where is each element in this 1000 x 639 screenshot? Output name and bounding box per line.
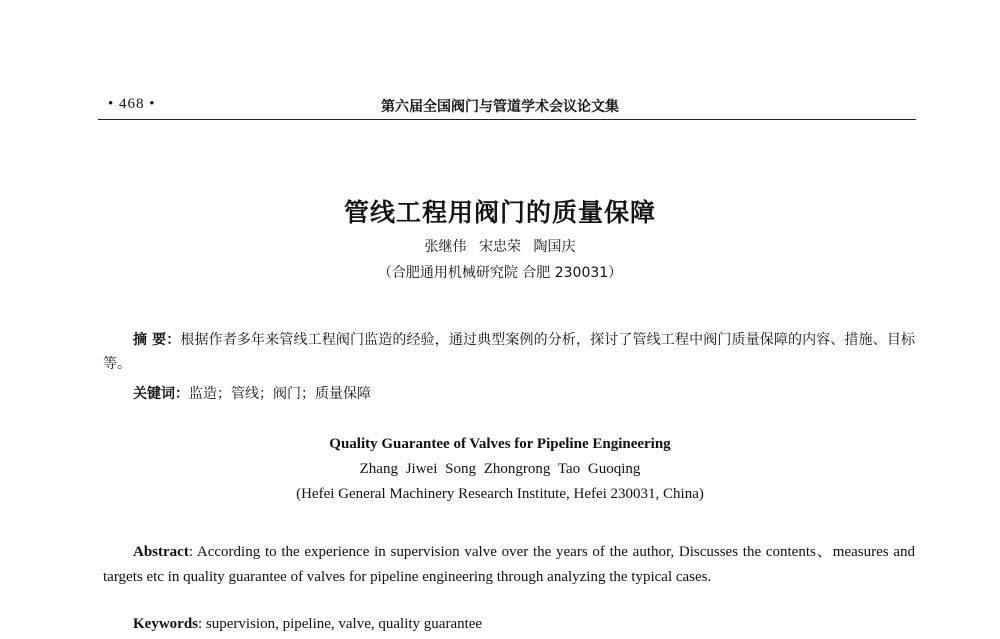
header-rule [98,119,916,120]
affiliation-cn: （合肥通用机械研究院 合肥 230031） [377,265,623,281]
affiliation-en: (Hefei General Machinery Research Institute, Hefei 230031, China) [296,486,704,502]
abstract-label-en: Abstract [133,544,189,560]
keywords-cn [133,383,371,403]
authors-cn: 张继伟 宋忠荣 陶国庆 [424,239,576,255]
running-title: 第六届全国阀门与管道学术会议论文集 [381,99,619,115]
keywords-label-cn: 关键词： [133,386,189,402]
abstract-cn [103,328,915,376]
abstract-text-en: : According to the experience in supervision valve over the years of the author, Discusses the contents、measures and targets etc in quality guarantee of valves for pipeline engineering through analyzing the typical cases. [103,544,915,585]
abstract-en [103,540,915,590]
paper-title-en: Quality Guarantee of Valves for Pipeline Engineering [329,436,671,452]
page-number: • 468 • [108,96,156,112]
abstract-text-cn: 根据作者多年来管线工程阀门监造的经验，通过典型案例的分析，探讨了管线工程中阀门质量保障的内容、措施、目标等。 [103,332,916,372]
authors-en: Zhang Jiwei Song Zhongrong Tao Guoqing [359,461,641,477]
keywords-text-cn: 监造；管线；阀门；质量保障 [189,386,371,402]
paper-title-cn: 管线工程用阀门的质量保障 [343,198,656,227]
abstract-label-cn: 摘 要： [133,332,181,348]
keywords-label-en: Keywords [133,616,198,632]
keywords-en [133,616,482,633]
keywords-text-en: : supervision, pipeline, valve, quality guarantee [198,616,483,632]
